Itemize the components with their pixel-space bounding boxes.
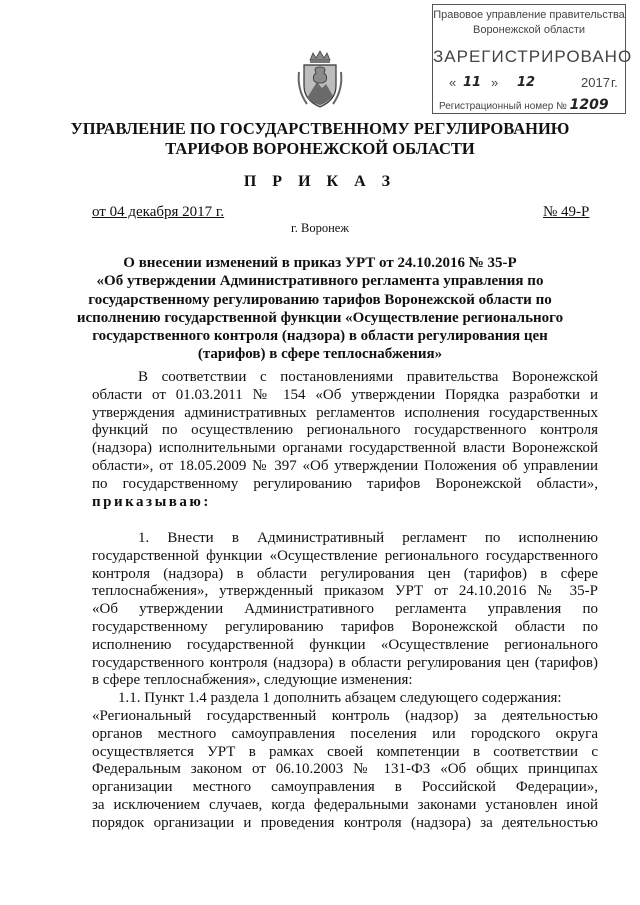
amendment-line: за исключением случаев, когда федеральными законами установлен иной bbox=[92, 796, 598, 813]
amendment-line: органов местного самоуправления поселения или городского округа bbox=[92, 725, 598, 742]
document-city: г. Воронеж bbox=[291, 221, 349, 235]
amendment-line: организации местного самоуправления в Российской Федерации», bbox=[92, 779, 598, 796]
document-date: от 04 декабря 2017 г. bbox=[92, 204, 225, 220]
preamble-line: по государственному регулированию тарифов Воронежской области», bbox=[92, 475, 598, 492]
clause-line: теплоснабжения», утвержденный приказом УРТ от 24.10.2016 № 35-Р bbox=[92, 583, 598, 600]
stamp-date-day: 11 bbox=[463, 75, 482, 90]
preamble-line: В соответствии с постановлениями правительства Воронежской bbox=[138, 369, 598, 385]
stamp-registered-label: ЗАРЕГИСТРИРОВАНО bbox=[433, 47, 633, 66]
preamble-line: функций по осуществлению регионального государственного контроля bbox=[92, 422, 598, 439]
document-subject bbox=[0, 254, 640, 364]
amendment-line: Федеральным законом от 06.10.2003 № 131-ФЗ «Об общих принципах bbox=[92, 761, 598, 778]
stamp-date: « 11 » 12 2017 г. bbox=[449, 75, 618, 90]
stamp-reg-row: Регистрационный номер № 1209 bbox=[439, 97, 609, 113]
subject-line6: (тарифов) в сфере теплоснабжения» bbox=[197, 346, 443, 363]
voronezh-coat-of-arms-icon bbox=[295, 50, 345, 110]
stamp-authority-line1: Правовое управление правительства bbox=[433, 9, 625, 21]
document-type: П Р И К А З bbox=[243, 173, 397, 190]
subject-line2: «Об утверждении Административного регламента управления по bbox=[96, 273, 544, 290]
preamble-line: области», от 18.05.2009 № 397 «Об утверждении Положения об управлении bbox=[92, 457, 598, 474]
organization-title-line1: УПРАВЛЕНИЕ ПО ГОСУДАРСТВЕННОМУ РЕГУЛИРОВАНИЮ bbox=[70, 119, 570, 138]
organization-title-line2: ТАРИФОВ ВОРОНЕЖСКОЙ ОБЛАСТИ bbox=[165, 139, 475, 158]
subject-line1: О внесении изменений в приказ УРТ от 24.10.2016 № 35-Р bbox=[123, 255, 517, 271]
preamble-line: области от 01.03.2011 № 154 «Об утверждении Порядка разработки и bbox=[92, 386, 598, 403]
document-number: № 49-Р bbox=[543, 204, 590, 220]
organization-title bbox=[0, 119, 640, 159]
stamp-reg-number: 1209 bbox=[569, 97, 609, 113]
amendment-line: осуществляется УРТ в рамках своей компетенции в соответствии с bbox=[92, 743, 598, 760]
order-keyword: приказываю: bbox=[92, 493, 211, 510]
stamp-date-year: 2017 bbox=[581, 75, 610, 90]
clause-line: «Об утверждении Административного регламента управления по bbox=[92, 601, 598, 618]
clause-line: государственного контроля (надзора) в области регулирования цен (тарифов) bbox=[92, 654, 598, 671]
subject-line4: исполнению государственной функции «Осуществление регионального bbox=[76, 309, 564, 326]
registration-stamp bbox=[432, 4, 633, 114]
subject-line5: государственного контроля (надзора) в области регулирования цен bbox=[92, 328, 548, 345]
clause-1-paragraph bbox=[92, 530, 598, 690]
quoted-amendment-paragraph bbox=[92, 708, 598, 833]
preamble-paragraph bbox=[92, 369, 598, 511]
stamp-authority-line2: Воронежской области bbox=[472, 24, 585, 36]
amendment-line: «Региональный государственный контроль (надзор) за деятельностью bbox=[92, 708, 598, 724]
stamp-date-month: 12 bbox=[517, 75, 536, 90]
clause-line: государственному регулированию тарифов Воронежской области по bbox=[92, 618, 598, 635]
clause-line: государственной функции «Осуществление регионального государственного bbox=[92, 547, 598, 564]
clause-line: контроля (надзора) в области регулирования цен (тарифов) в сфере bbox=[92, 565, 598, 582]
clause-line: 1. Внести в Административный регламент по исполнению bbox=[138, 530, 598, 546]
clause-1-1-paragraph bbox=[92, 690, 598, 708]
preamble-line: (надзора) исполнительными органами государственной власти Воронежской bbox=[92, 440, 598, 457]
clause-1-1-line: 1.1. Пункт 1.4 раздела 1 дополнить абзацем следующего содержания: bbox=[118, 690, 562, 706]
preamble-line: утверждения административных регламентов исполнения государственных bbox=[92, 404, 598, 421]
amendment-line: порядок организации и проведения контроля (надзора) за деятельностью bbox=[92, 814, 598, 831]
clause-line: в сфере теплоснабжения», следующие изменения: bbox=[92, 672, 413, 689]
stamp-reg-label: Регистрационный номер bbox=[439, 101, 554, 112]
subject-line3: государственному регулированию тарифов Воронежской области по bbox=[88, 291, 552, 308]
clause-line: исполнению государственной функции «Осуществление регионального bbox=[92, 636, 598, 653]
